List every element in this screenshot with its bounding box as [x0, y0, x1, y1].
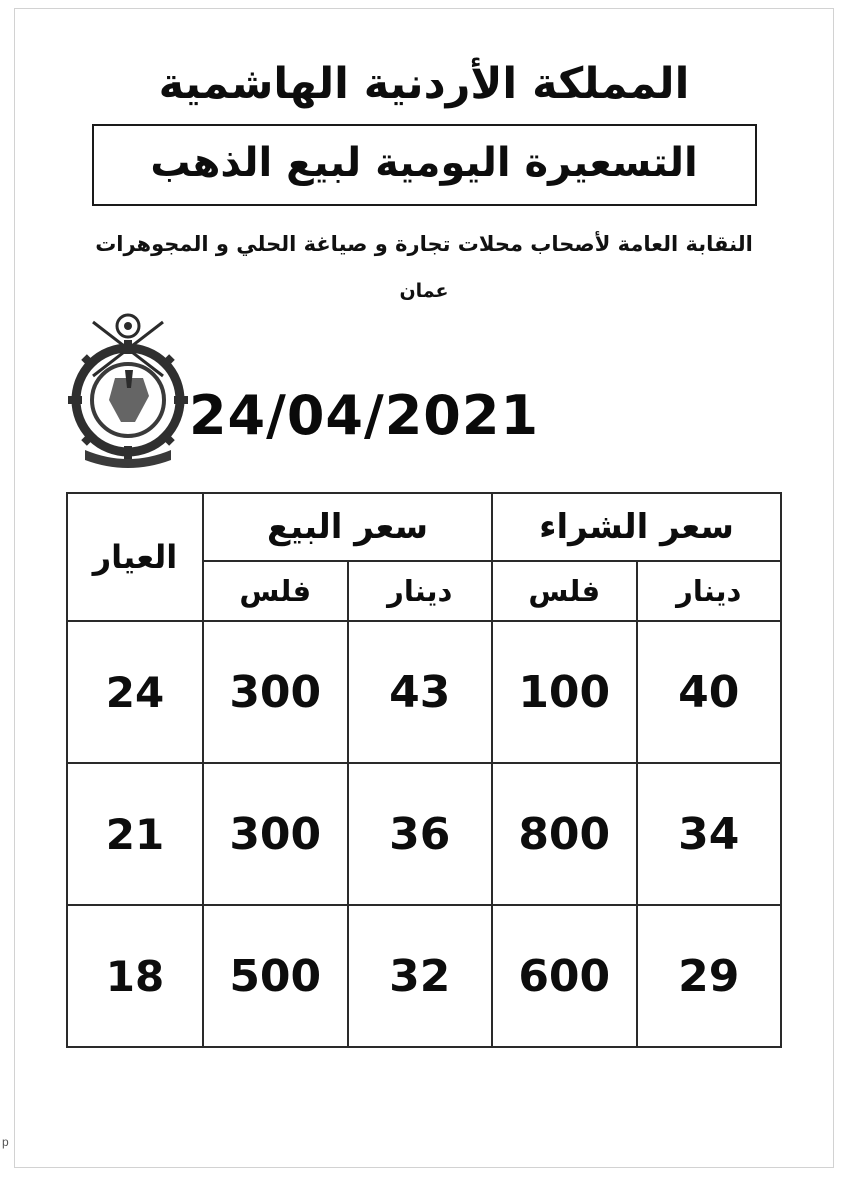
- daily-price-title-box: [92, 124, 757, 206]
- cell-sell-fils: 300: [203, 621, 348, 763]
- cell-buy-fils: 600: [492, 905, 637, 1047]
- header-sell-price: سعر البيع: [203, 493, 492, 561]
- kingdom-title: المملكة الأردنية الهاشمية: [158, 59, 690, 109]
- cell-buy-fils: 100: [492, 621, 637, 763]
- header-sell-dinar: دينار: [348, 561, 493, 621]
- header-buy-fils: فلس: [492, 561, 637, 621]
- table-row: [67, 621, 781, 763]
- table-row: [67, 763, 781, 905]
- cell-buy-fils: 800: [492, 763, 637, 905]
- cell-buy-dinar: 29: [637, 905, 782, 1047]
- table-group-header-row: [67, 493, 781, 561]
- header-sell-fils: فلس: [203, 561, 348, 621]
- syndicate-name: النقابة العامة لأصحاب محلات تجارة و صياغة الحلي و المجوهرات: [95, 232, 753, 257]
- cell-sell-fils: 300: [203, 763, 348, 905]
- price-date: 24/04/2021: [188, 384, 540, 448]
- price-table-wrap: [66, 492, 782, 1048]
- page-footer-mark: p: [2, 1135, 9, 1149]
- cell-sell-dinar: 32: [348, 905, 493, 1047]
- cell-karat: 24: [67, 621, 203, 763]
- daily-price-title: التسعيرة اليومية لبيع الذهب: [150, 140, 698, 187]
- header-karat: العيار: [67, 493, 203, 621]
- logo-and-date-row: [15, 302, 833, 492]
- cell-karat: 21: [67, 763, 203, 905]
- cell-sell-dinar: 36: [348, 763, 493, 905]
- table-row: [67, 905, 781, 1047]
- cell-buy-dinar: 40: [637, 621, 782, 763]
- cell-karat: 18: [67, 905, 203, 1047]
- header-buy-dinar: دينار: [637, 561, 782, 621]
- city-name: عمان: [399, 280, 449, 303]
- cell-buy-dinar: 34: [637, 763, 782, 905]
- cell-sell-dinar: 43: [348, 621, 493, 763]
- document-page: [14, 8, 834, 1168]
- cell-sell-fils: 500: [203, 905, 348, 1047]
- header-buy-price: سعر الشراء: [492, 493, 781, 561]
- gold-price-table: [66, 492, 782, 1048]
